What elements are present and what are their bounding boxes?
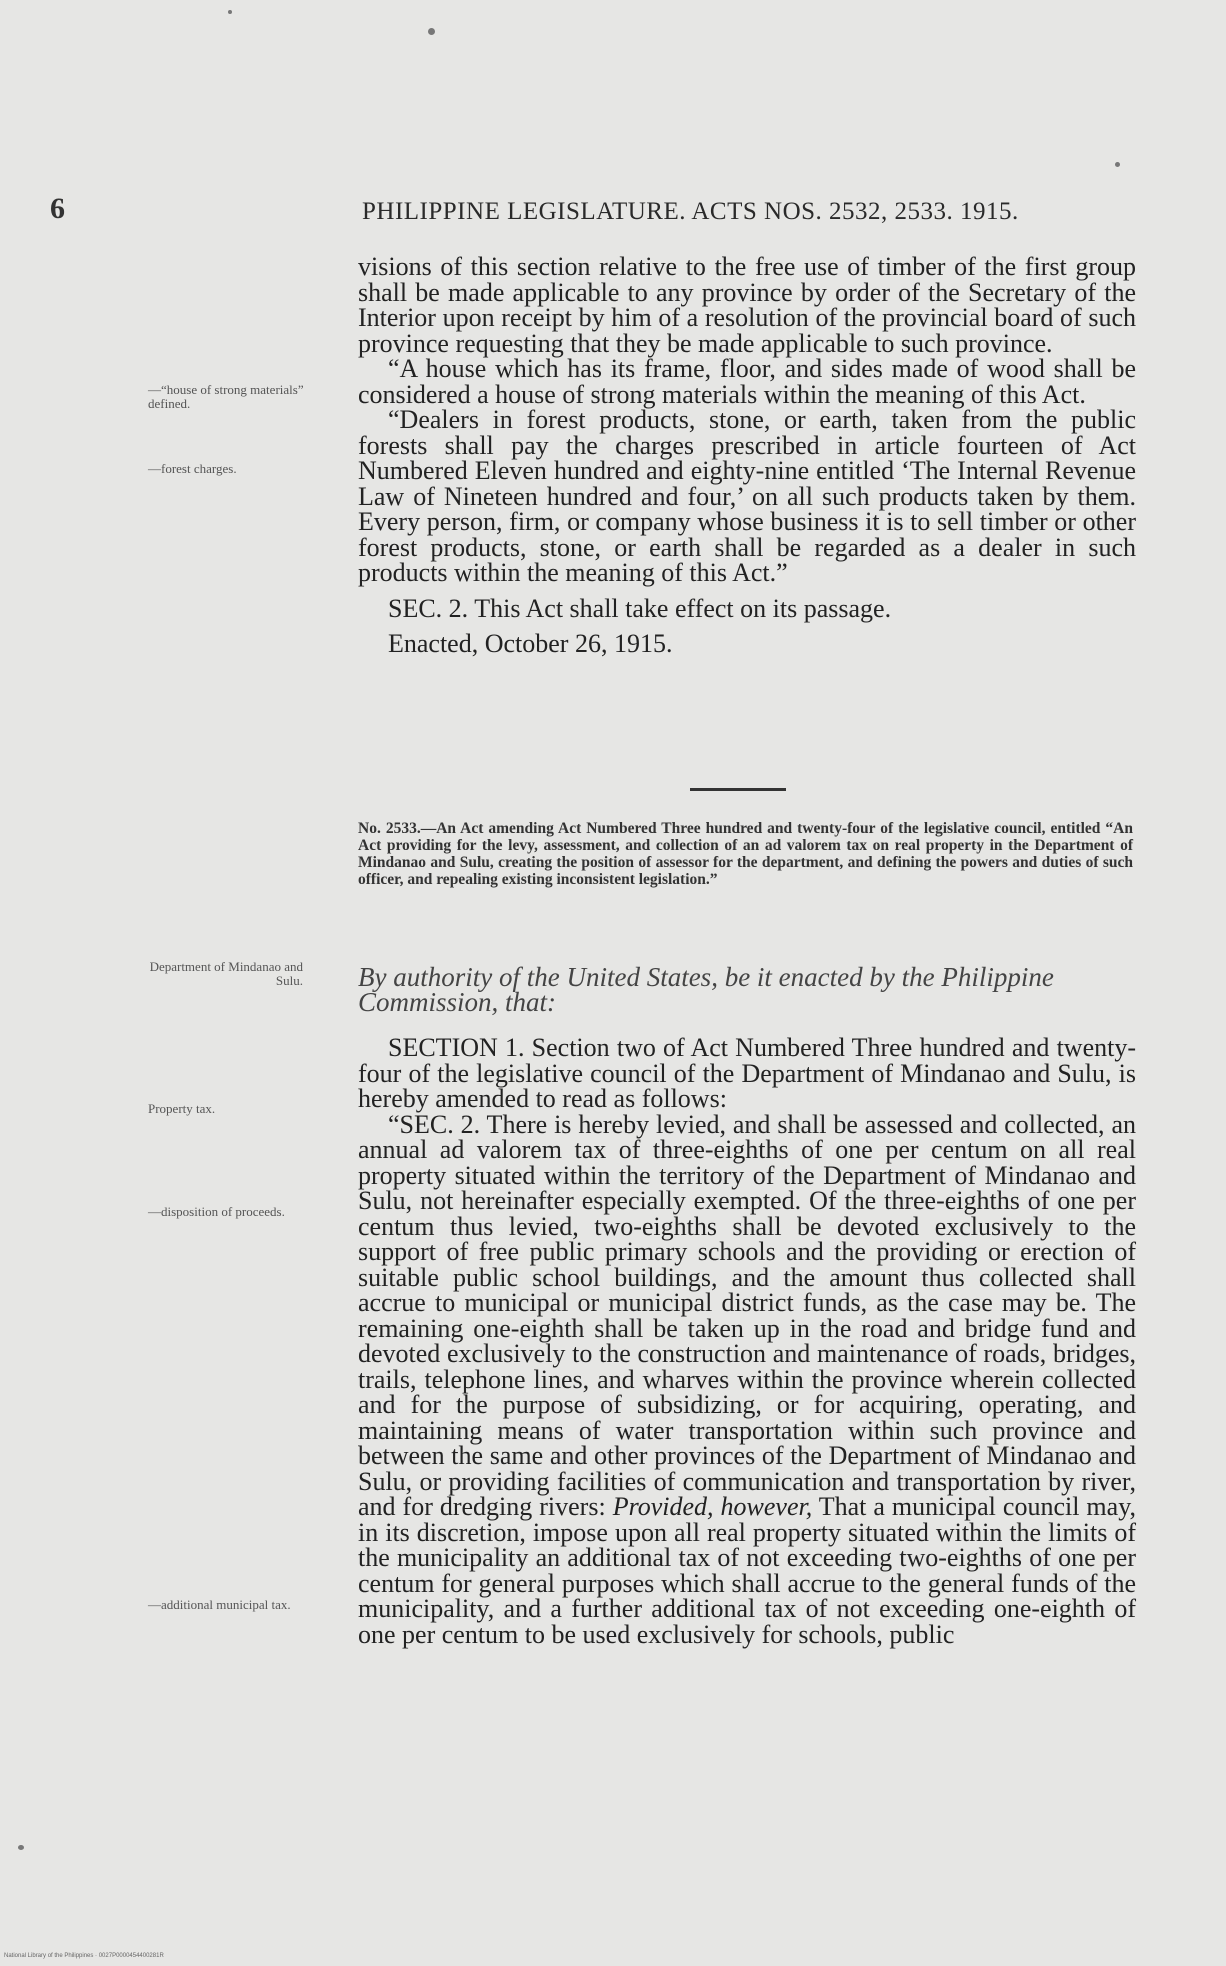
- proviso-italic: Provided, however,: [612, 1492, 813, 1521]
- page-number: 6: [50, 192, 65, 225]
- act-2532-text: [358, 254, 1136, 657]
- section-divider: [690, 788, 786, 791]
- paragraph-house-strong-materials: “A house which has its frame, floor, and sides made of wood shall be considered a house of strong materials within the meaning of this Act.: [358, 354, 1136, 409]
- margin-note-house: —“house of strong materials” defined.: [148, 382, 304, 411]
- margin-note-forest: —forest charges.: [148, 461, 237, 476]
- scan-speck: [18, 1845, 24, 1850]
- enacting-clause: By authority of the United States, be it enacted by the Philippine Commission, that:: [358, 962, 1054, 1017]
- margin-note-disposition: —disposition of proceeds.: [148, 1204, 285, 1219]
- paragraph-free-use-timber: visions of this section relative to the free use of timber of the first group shall be made applicable to any province by order of the Secretary of the Interior upon receipt by him of a resolution of the provincial board of such province requesting that they be made applicable to such province.: [358, 252, 1136, 358]
- section-2-effect: SEC. 2. This Act shall take effect on its passage.: [388, 593, 892, 623]
- act-2533-text: [358, 1035, 1136, 1647]
- additional-tax-text: That a municipal council may, in its discretion, impose upon all real property situated within the limits of the municipality an additional tax of not exceeding two-eighths of one per centum for general purposes which shall accrue to the general funds of the municipality, and a further additional tax of not exceeding one-eighth of one per centum to be used exclusively for schools, public: [358, 1492, 1137, 1649]
- section-2-tax-levy: [358, 1109, 1137, 1649]
- tax-levy-text: “SEC. 2. There is hereby levied, and shall be assessed and collected, an annual ad valorem tax of three-eighths of one per centum on all real property situated within the territory of the Department of Mindanao and Sulu, not hereinafter especially exempted. Of the three-eighths of one per centum thus levied, two-eighths shall be devoted exclusively to the support of free public primary schools and the providing or erection of suitable public school buildings, and the amount thus collected shall accrue to municipal or municipal district funds, as the case may be. The remaining one-eighth shall be taken up in the road and bridge fund and devoted exclusively to the construction and maintenance of roads, bridges, trails, telephone lines, and wharves within the province wherein collected and for the purpose of subsidizing, or for acquiring, operating, and maintaining means of water transportation within such province and between the same and other provinces of the Department of Mindanao and Sulu, or providing facilities of communication and transportation by river, and for dredging rivers:: [358, 1109, 1136, 1521]
- running-head: PHILIPPINE LEGISLATURE. ACTS NOS. 2532, 2533. 1915.: [362, 198, 1019, 225]
- scan-speck: [428, 28, 435, 35]
- section-1-amendment: SECTION 1. Section two of Act Numbered Three hundred and twenty-four of the legislative council of the Department of Mindanao and Sulu, is hereby amended to read as follows:: [358, 1033, 1136, 1113]
- act-2533-heading: No. 2533.—An Act amending Act Numbered Three hundred and twenty-four of the legislative council, entitled “An Act providing for the levy, assessment, and collection of an ad valorem tax on real property in the Department of Mindanao and Sulu, creating the position of assessor for the department, and defining the powers and duties of such officer, and repealing existing inconsistent legislation.”: [358, 820, 1133, 888]
- paragraph-forest-charges: “Dealers in forest products, stone, or earth, taken from the public forests shall pay the charges prescribed in article fourteen of Act Numbered Eleven hundred and eighty-nine entitled ‘The Internal Revenue Law of Nineteen hundred and four,’ on all such products taken by them. Every person, firm, or company whose business it is to sell timber or other forest products, stone, or earth shall be regarded as a dealer in such products within the meaning of this Act.”: [358, 405, 1136, 587]
- margin-note-department: Department of Mindanao and Sulu.: [149, 959, 303, 988]
- scan-speck: [228, 10, 232, 14]
- margin-note-additional: —additional municipal tax.: [148, 1597, 291, 1612]
- enacted-date: Enacted, October 26, 1915.: [388, 629, 673, 658]
- scan-credit: National Library of the Philippines · 0027P0000454400281R: [4, 1953, 164, 1959]
- margin-note-property: Property tax.: [148, 1101, 216, 1116]
- scan-speck: [1115, 162, 1120, 167]
